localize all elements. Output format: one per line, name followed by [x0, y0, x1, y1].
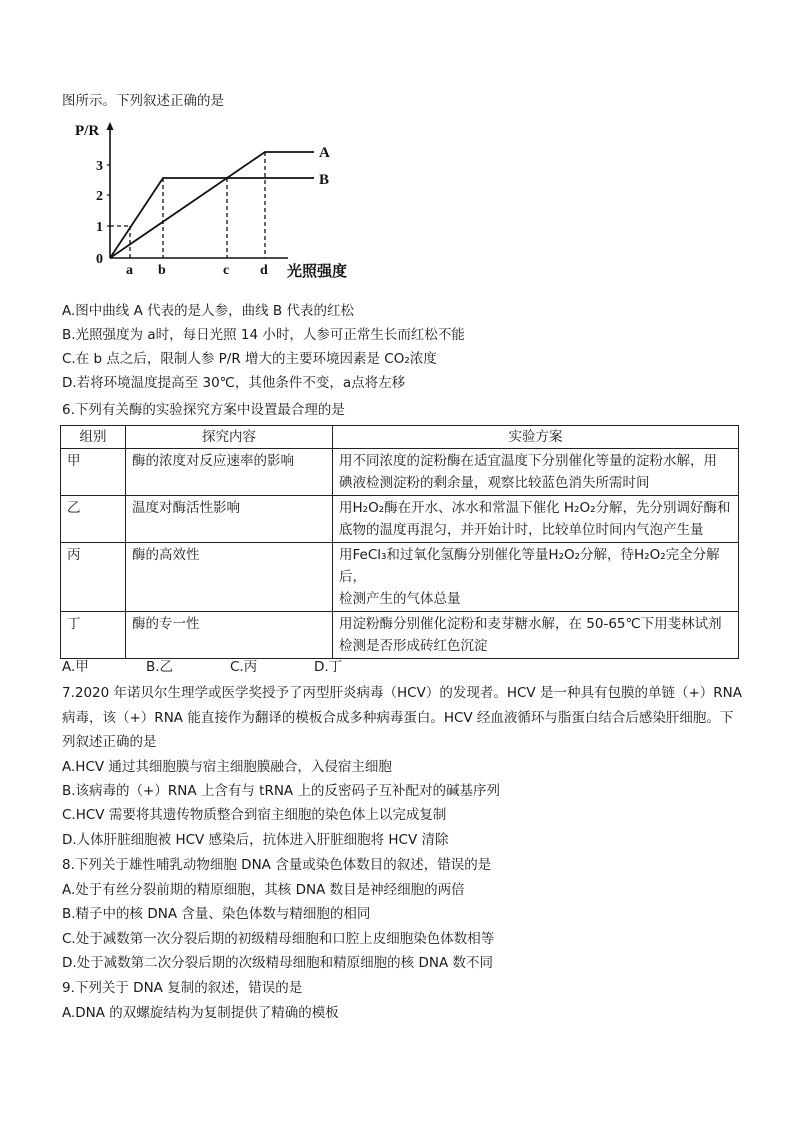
plan-line: 底物的温度再混匀，并开始计时，比较单位时间内气泡产生量 — [339, 522, 704, 538]
q6-stem: 6.下列有关酶的实验探究方案中设置最合理的是 — [62, 402, 345, 418]
header-content: 探究内容 — [126, 426, 333, 449]
y-tick: 0 — [96, 252, 103, 267]
x-axis-label: 光照强度 — [287, 262, 348, 280]
q8-option-a: A.处于有丝分裂前期的精原细胞，其核 DNA 数目是神经细胞的两倍 — [62, 882, 465, 898]
q7-stem-line: 病毒，该（+）RNA 能直接作为翻译的模板合成多种病毒蛋白。HCV 经血液循环与脂蛋白结合后感染肝细胞。下 — [62, 710, 734, 726]
q5-option-b: B.光照强度为 a时，每日光照 14 小时，人参可正常生长而红松不能 — [62, 327, 465, 343]
plan-line: 用H₂O₂酶在开水、冰水和常温下催化 H₂O₂分解，先分别调好酶和 — [339, 500, 731, 516]
q5-option-d: D.若将环境温度提高至 30℃，其他条件不变，a点将左移 — [62, 375, 406, 391]
intro-line: 图所示。下列叙述正确的是 — [62, 93, 224, 109]
q6-option-a: A.甲 — [62, 659, 89, 675]
plan-line: 碘液检测淀粉的剩余量，观察比较蓝色消失所需时间 — [339, 475, 650, 491]
plan-line: 用淀粉酶分别催化淀粉和麦芽糖水解，在 50-65℃下用斐林试剂 — [339, 616, 722, 632]
q9-option-a: A.DNA 的双螺旋结构为复制提供了精确的模板 — [62, 1005, 339, 1021]
q8-option-d: D.处于减数第二次分裂后期的次级精母细胞和精原细胞的核 DNA 数不同 — [62, 955, 493, 971]
q7-option-a: A.HCV 通过其细胞膜与宿主细胞膜融合，入侵宿主细胞 — [62, 759, 392, 775]
table-header-row — [61, 426, 739, 449]
x-tick: d — [260, 263, 268, 278]
q6-table — [60, 425, 739, 659]
y-tick: 1 — [96, 220, 103, 235]
y-axis-arrow — [107, 122, 114, 130]
curve-a — [110, 152, 314, 258]
cell-group: 乙 — [61, 496, 126, 543]
q7-stem-line: 列叙述正确的是 — [62, 734, 157, 750]
q9-stem: 9.下列关于 DNA 复制的叙述，错误的是 — [62, 980, 303, 996]
y-tick: 3 — [96, 159, 103, 174]
cell-plan — [333, 449, 739, 496]
cell-group: 丙 — [61, 543, 126, 612]
table-row — [61, 612, 739, 659]
curve-label-a: A — [319, 145, 330, 161]
q6-option-b: B.乙 — [146, 659, 174, 675]
y-tick: 2 — [96, 189, 103, 204]
x-tick: b — [158, 263, 166, 278]
q8-option-c: C.处于减数第一次分裂后期的初级精母细胞和口腔上皮细胞染色体数相等 — [62, 931, 495, 947]
x-tick: c — [223, 263, 230, 278]
x-tick: a — [126, 263, 133, 278]
q6-option-c: C.丙 — [230, 659, 258, 675]
curve-b — [110, 178, 314, 258]
y-axis-label: P/R — [75, 123, 100, 139]
q6-option-d: D.丁 — [314, 659, 343, 675]
q7-stem-line: 7.2020 年诺贝尔生理学或医学奖授予了丙型肝炎病毒（HCV）的发现者。HCV 是一种具有包膜的单链（+）RNA — [62, 685, 742, 701]
q7-option-d: D.人体肝脏细胞被 HCV 感染后，抗体进入肝脏细胞将 HCV 清除 — [62, 832, 449, 848]
q5-option-c: C.在 b 点之后，限制人参 P/R 增大的主要环境因素是 CO₂浓度 — [62, 351, 437, 367]
q7-option-b: B.该病毒的（+）RNA 上含有与 tRNA 上的反密码子互补配对的碱基序列 — [62, 783, 500, 799]
q5-option-a: A.图中曲线 A 代表的是人参，曲线 B 代表的红松 — [62, 303, 354, 319]
cell-plan — [333, 543, 739, 612]
pr-light-intensity-graph — [62, 118, 372, 290]
plan-line: 用FeCl₃和过氧化氢酶分别催化等量H₂O₂分解，待H₂O₂完全分解后， — [339, 547, 720, 585]
cell-plan — [333, 612, 739, 659]
plan-line: 检测是否形成砖红色沉淀 — [339, 638, 488, 654]
curve-label-b: B — [319, 172, 330, 188]
plan-line: 用不同浓度的淀粉酶在适宜温度下分别催化等量的淀粉水解，用 — [339, 453, 717, 469]
q8-stem: 8.下列关于雄性哺乳动物细胞 DNA 含量或染色体数目的叙述，错误的是 — [62, 857, 492, 873]
q6-options — [62, 658, 342, 676]
cell-group: 丁 — [61, 612, 126, 659]
cell-content: 酶的专一性 — [126, 612, 333, 659]
plan-line: 检测产生的气体总量 — [339, 591, 461, 607]
q8-option-b: B.精子中的核 DNA 含量、染色体数与精细胞的相同 — [62, 906, 371, 922]
cell-group: 甲 — [61, 449, 126, 496]
cell-content: 酶的浓度对反应速率的影响 — [126, 449, 333, 496]
header-group: 组别 — [61, 426, 126, 449]
table-row — [61, 449, 739, 496]
header-plan: 实验方案 — [333, 426, 739, 449]
table-row — [61, 543, 739, 612]
q7-option-c: C.HCV 需要将其遗传物质整合到宿主细胞的染色体上以完成复制 — [62, 807, 447, 823]
cell-content: 酶的高效性 — [126, 543, 333, 612]
cell-content: 温度对酶活性影响 — [126, 496, 333, 543]
cell-plan — [333, 496, 739, 543]
table-row — [61, 496, 739, 543]
